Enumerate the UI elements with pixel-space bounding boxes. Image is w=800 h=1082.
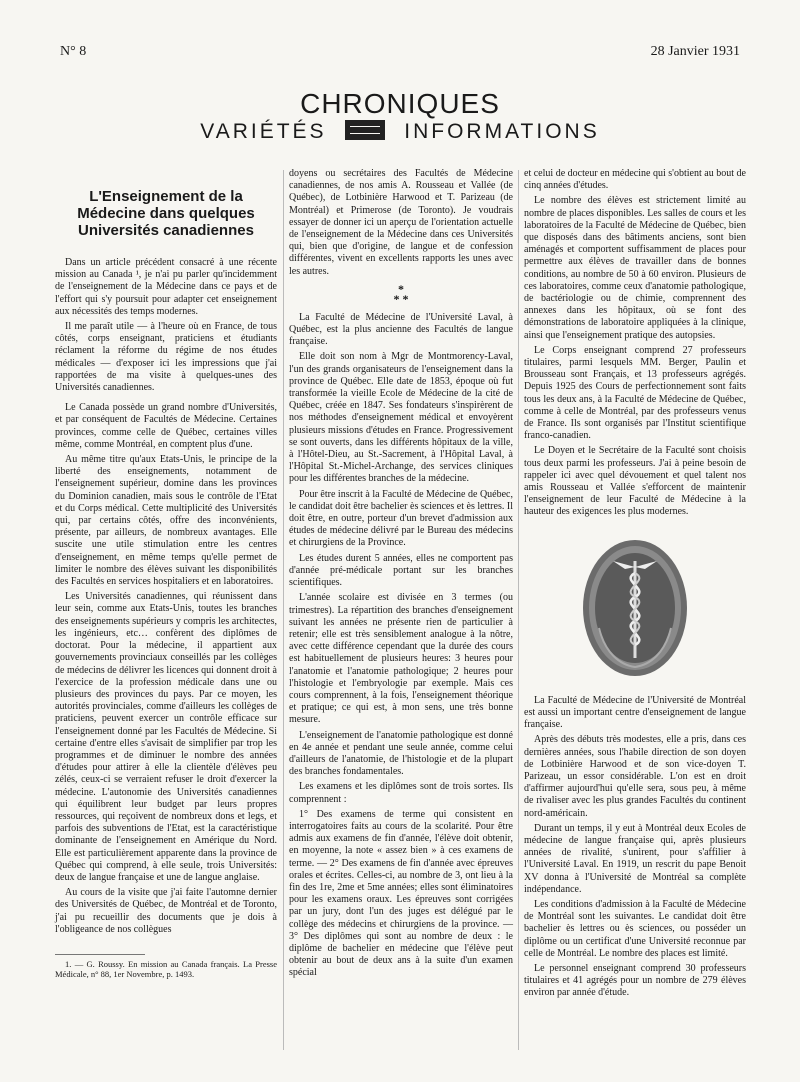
column-2 (289, 168, 513, 983)
masthead-right: INFORMATIONS (404, 120, 600, 143)
footnote-rule (55, 954, 145, 955)
masthead-title: CHRONIQUES (300, 88, 500, 119)
paragraph: Dans un article précédent consacré à une récente mission au Canada ¹, je n'ai pu parler qu'incidemment de l'enseignement de la Médecine dans ce pays et de l'effort qui s'y poursuit pour adapter cet enseignement aux nécessités des temps modernes. (55, 257, 277, 317)
paragraph: Il me paraît utile — à l'heure où en France, de tous côtés, corps enseignant, praticiens et étudiants réclament la réforme du régime de nos études médicales — d'exposer ici les impressions que j'ai rapportées de ma visite à quelques-unes des Universités canadiennes. (55, 321, 277, 394)
paragraph: Les Universités canadiennes, qui réunissent dans leur sein, comme aux Etats-Unis, toutes les branches des enseignements supérieurs y compris les architectes, les ingénieurs, etc… confèrent des diplômes de doctorat. Pour la médecine, il appartient aux gouvernements provinciaux conseillés par les collèges de médecins de délivrer les licences qui donnent droit à l'exercice de la profession médicale dans une ou plusieurs des provinces du pays. Par ce moyen, les autorités provinciales, comme d'ailleurs les collèges de praticiens, peuvent exercer un contrôle efficace sur l'enseignement donné par les Facultés de Médecine. Si certaine d'entre elles s'avisait de simplifier par trop les programmes et de diminuer le nombre des années d'études pour attirer à elle la clientèle d'élèves peu zélés, ceux-ci se verraient refuser le droit d'exercer la médecine. L'autonomie des Universités canadiennes qui équilibrent leur budget par leurs propres ressources, qui reçoivent de nombreux dons et legs, et parfois des subventions de l'Etat, est la caractéristique dominante de l'enseignement en Amérique du Nord. Elle est particulièrement apparente dans la province de Québec qui comprend, à elle seule, trois Universités: deux de langue française et une de langue anglaise. (55, 591, 277, 883)
paragraph: Le Corps enseignant comprend 27 professeurs titulaires, parmi lesquels MM. Berger, Paulin et Brousseau sont Français, et 13 professeurs agrégés. Depuis 1925 des Cours de perfectionnement sont faits tous les deux ans, à la Faculté de Médecine de Québec, comme à celle de Montréal, par des professeurs venus de France. Ils sont organisés par l'Institut scientifique franco-canadien. (524, 344, 746, 442)
paragraph: Les études durent 5 années, elles ne comportent pas d'année pré-médicale portant sur les branches scientifiques. (289, 552, 513, 589)
paragraph: Le personnel enseignant comprend 30 professeurs titulaires et 41 agrégés pour un nombre de 279 élèves environ par année d'étude. (524, 962, 746, 999)
footnote: 1. — G. Roussy. En mission au Canada français. La Presse Médicale, n° 88, 1er Novembre, p. 1493. (55, 958, 277, 979)
issue-date: 28 Janvier 1931 (650, 44, 740, 59)
paragraph: Elle doit son nom à Mgr de Montmorency-Laval, l'un des grands organisateurs de l'enseignement dans la province de Québec. Elle date de 1853, époque où fut transformée la vieille Ecole de Médecine de la cité de Québec, créée en 1847. Ses fondateurs s'inspirèrent de nos méthodes d'enseignement médical et envoyèrent plusieurs missions d'études en France. Progressivement se sont ouverts, dans les différents hôpitaux de la ville, à l'Hôtel-Dieu, au St.-Sacrement, à l'Hôpital Laval, à l'Hôpital St.-Michel-Archange, des services cliniques pour les différentes branches de la médecine. (289, 351, 513, 485)
issue-number: N° 8 (60, 44, 87, 59)
section-separator-icon: * * * (393, 281, 409, 306)
paragraph: Le Doyen et le Secrétaire de la Faculté sont choisis tous deux parmi les professeurs. J'ai à peine besoin de rappeler ici avec quel dévouement et quel talent nos amis Rousseau et Vallée s'efforcent de maintenir l'enseignement de leur Faculté de Médecine à la hauteur des exigences les plus modernes. (524, 445, 746, 518)
paragraph: La Faculté de Médecine de l'Université Laval, à Québec, est la plus ancienne des Facultés de langue française. (289, 311, 513, 348)
masthead-left: VARIÉTÉS (200, 120, 327, 143)
paragraph: Durant un temps, il y eut à Montréal deux Ecoles de médecine de langue française qui, après plusieurs années de rivalité, s'unirent, pour s'affilier à l'Université Laval. En 1919, un rescrit du pape Benoit XV donna à l'Université de Montréal sa complète indépendance. (524, 822, 746, 895)
paragraph: L'enseignement de l'anatomie pathologique est donné en 4e année et pendant une seule année, comme celui d'ailleurs de l'anatomie, de l'histologie et de la plupart des branches fondamentales. (289, 729, 513, 778)
paragraph: Au même titre qu'aux Etats-Unis, le principe de la liberté des enseignements, notamment de l'enseignement supérieur, domine dans les provinces du Dominion canadien, mais sous le contrôle de l'Etat et du Corps médical. Cette multiplicité des Universités qui, par certains côtés, offre des inconvénients, présente, par ailleurs, de nombreux avantages. Elle suscite une utile stimulation entre les centres d'enseignement, en même temps qu'elle permet de limiter le nombre des élèves suivant les disponibilités des Facultés en services hospitaliers et en laboratoires. (55, 454, 277, 588)
paragraph: Au cours de la visite que j'ai faite l'automne dernier des Universités de Québec, de Montréal et de Toronto, j'ai pu recueillir des documents que je dois à l'obligeance de nos collègues (55, 887, 277, 935)
paragraph: Le nombre des élèves est strictement limité au nombre de places disponibles. Les salles de cours et les laboratoires de la Faculté de Médecine de Québec, bien que disposés dans des bâtiments anciens, sont bien aménagés et comportent suffisamment de places pour permettre aux élèves de travailler dans de bonnes conditions, au nombre de 50 à 60 environ. Plusieurs de ces laboratoires, comme ceux d'anatomie pathologique, de bactériologie ou de chimie, comprennent des annexes dans les hôpitaux, où se font des démonstrations de laboratoire appliquées à la clinique, ainsi que l'enseignement pratique des autopsies. (524, 195, 746, 341)
column-1 (55, 168, 277, 979)
paragraph: La Faculté de Médecine de l'Université de Montréal est aussi un important centre d'enseignement de langue française. (524, 694, 746, 731)
paragraph: Les examens et les diplômes sont de trois sortes. Ils comprennent : (289, 781, 513, 805)
paragraph: Les conditions d'admission à la Faculté de Médecine de Montréal sont les suivantes. Le candidat doit être bachelier ès lettres ou ès sciences, ou posséder un diplôme ou un certificat d'une Université reconnue par celle de Montréal. Le nombre des places est limité. (524, 898, 746, 959)
column-3 (524, 168, 746, 1003)
paragraph: Le Canada possède un grand nombre d'Universités, et par conséquent de Facultés de Médecine. Certaines provinces, comme celle de Québec, certaines villes même, comme Montréal, en comptent plus d'une. (55, 402, 277, 450)
column-divider (283, 170, 284, 1050)
paragraph: 1° Des examens de terme qui consistent en interrogatoires faits au cours de la scolarité. Pour être admis aux examens de fin d'année, l'élève doit obtenir, en moyenne, la note « assez bien » à ces examens de terme. — 2° Des examens de fin d'année avec épreuves orales et écrites. Celles-ci, au nombre de 3, ont lieu à la fin des 1re, 2me et 5me années; elles sont éliminatoires pour les examens oraux. Les épreuves sont corrigées par un jury, dont l'un des juges est délégué par le collège des médecins et chirurgiens de la province. — 3° Des diplômes qui sont au nombre de deux : le diplôme de bachelier en médecine que l'élève peut obtenir au bout de deux ans à la suite d'un examen spécial (289, 808, 513, 979)
article-title: L'Enseignement de la Médecine dans quelques Universités canadiennes (77, 188, 255, 239)
column-divider (518, 170, 519, 1050)
paragraph: doyens ou secrétaires des Facultés de Médecine canadiennes, de nos amis A. Rousseau et Vallée (de Québec), de Lotbinière Harwood et T. Parizeau (de Montréal) et Primerose (de Toronto). Je voudrais essayer de donner ici un aperçu de l'orientation actuelle de l'enseignement de la Médecine dans ces Universités qui, bien que d'origine, de langue et de confession différentes, vivent en excellents rapports les unes avec les autres. (289, 168, 513, 277)
paragraph: Pour être inscrit à la Faculté de Médecine de Québec, le candidat doit être bachelier ès sciences et ès lettres. Il doit être, en outre, porteur d'un brevet d'admission aux études de médecine délivré par le Bureau des médecins et chirurgiens de la Province. (289, 488, 513, 549)
paragraph: L'année scolaire est divisée en 3 termes (ou trimestres). La répartition des branches d'enseignement suivant les années ne présente rien de particulier à retenir; elle est très sensiblement analogue à la nôtre, avec cette différence cependant que la durée des cours est habituellement de plusieurs heures: 3 heures pour l'anatomie et l'anatomie pathologique; 2 heures pour l'histologie et l'embryologie par exemple. Mais ces cours comprennent, à la fois, l'enseignement théorique et pratique; ce qui est, à mon sens, une très bonne mesure. (289, 592, 513, 726)
paragraph: Après des débuts très modestes, elle a pris, dans ces dernières années, sous l'habile direction de son doyen de Lotbinière Harwood et de son vice-doyen T. Parizeau, un essor considérable. L'on est en droit d'affirmer aujourd'hui qu'elle sera, sous peu, à même de rivaliser avec les plus grandes Facultés du continent nord-américain. (524, 734, 746, 819)
paragraph: et celui de docteur en médecine qui s'obtient au bout de cinq années d'études. (524, 168, 746, 192)
masthead-subtitle (0, 120, 800, 144)
masthead-emblem-icon (345, 120, 385, 140)
medal-caduceus-icon (575, 533, 695, 683)
